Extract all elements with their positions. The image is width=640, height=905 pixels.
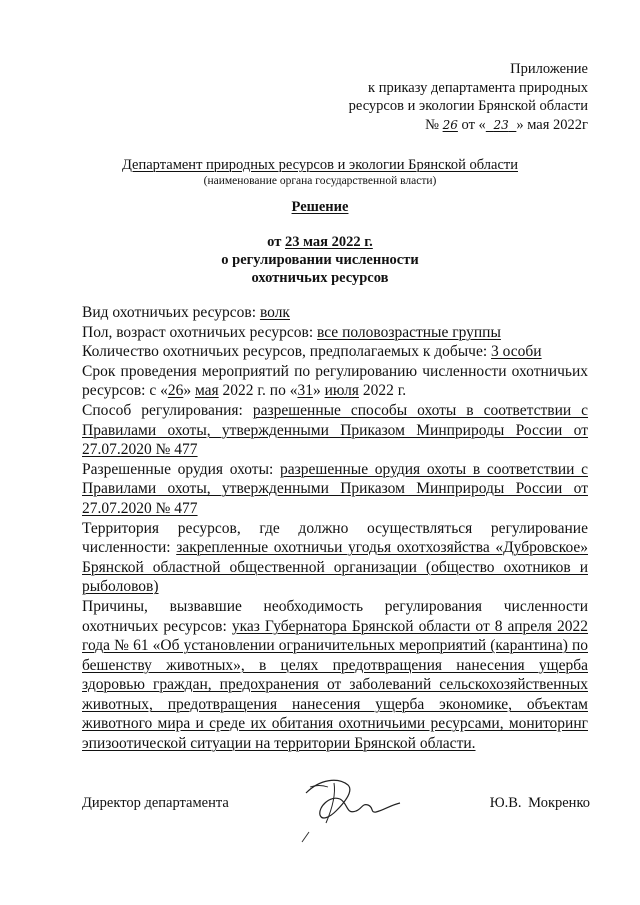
appendix-order-number (288, 116, 588, 135)
period-start-day: 26 (167, 382, 184, 400)
appendix-line-3: ресурсов и экологии Брянской области (348, 98, 588, 114)
territory-label: Территория ресурсов, где должно осуществляться регулирование численности: (82, 519, 588, 557)
field-method (82, 401, 588, 460)
reasons-value: указ Губернатора Брянской области от 8 апреля 2022 года № 61 «Об установлении ограничительных мероприятий (карантина) по бешенству животных», в целях предотвращения нанесения ущерба здоровью граждан, предохранения от заболеваний сельскохозяйственных животных, предотвращения нанесения ущерба экономике, объектам животного мира и среде их обитания охотничьими ресурсами, мониторинг эпизоотической ситуации на территории Брянской области. (82, 617, 589, 753)
field-territory (82, 519, 588, 597)
department-caption: (наименование органа государственной власти) (203, 175, 437, 187)
order-day-value: 23 (493, 117, 509, 132)
period-label: Срок проведения мероприятий по регулированию численности охотничьих ресурсов: с « (82, 362, 588, 400)
period-end-month: июля (324, 382, 359, 400)
field-sex-age (82, 323, 588, 343)
field-tools (82, 460, 588, 519)
sex-age-label: Пол, возраст охотничьих ресурсов: (82, 323, 314, 341)
document-title: Решение (291, 199, 349, 215)
handwritten-signature-icon (296, 765, 406, 845)
order-no-value: 26 (442, 117, 458, 132)
heading-date: 23 мая 2022 г. (284, 234, 373, 250)
department-block (0, 157, 640, 188)
quantity-label: Количество охотничьих ресурсов, предполагаемых к добыче: (82, 343, 488, 361)
field-reasons (82, 597, 588, 754)
appendix-line-2: к приказу департамента природных (368, 79, 588, 96)
pen-mark-icon (300, 830, 312, 844)
method-label: Способ регулирования: (82, 401, 243, 419)
reasons-label: Причины, вызвавшие необходимость регулирования численности охотничьих ресурсов: (82, 597, 588, 635)
appendix-title: Приложение (510, 61, 588, 77)
order-day-close: » (516, 116, 524, 133)
quantity-value: 3 особи (491, 343, 542, 361)
period-start-month: мая (194, 382, 219, 400)
tools-value: разрешенные орудия охоты в соответствии с Правилами охоты, утвержденными Приказом Минприроды России от 27.07.2020 № 477 (82, 460, 588, 517)
signer-position: Директор департамента (82, 795, 229, 811)
sex-age-value: все половозрастные группы (317, 323, 501, 341)
period-mid-2: 2022 г. по « (222, 382, 298, 400)
period-mid-1: » (183, 382, 192, 400)
order-no-label: № (425, 116, 439, 133)
heading-line-2: о регулировании численности (221, 252, 419, 268)
department-name: Департамент природных ресурсов и экологии Брянской области (121, 157, 518, 173)
species-value: волк (259, 304, 290, 321)
order-date-rest: мая 2022г (527, 116, 588, 133)
period-end: 2022 г. (362, 382, 407, 400)
heading-from-label: от (267, 234, 282, 250)
species-label: Вид охотничьих ресурсов: (82, 304, 257, 321)
method-value: разрешенные способы охоты в соответствии с Правилами охоты, утвержденными Приказом Минприроды России от 27.07.2020 № 477 (82, 401, 589, 459)
field-period (82, 362, 588, 401)
territory-value: закрепленные охотничьи угодья охотхозяйства «Дубровское» Брянской областной общественной организации (общество охотников и рыболовов) (82, 539, 589, 596)
document-body (82, 303, 588, 754)
field-quantity (82, 342, 588, 362)
heading-date-line (0, 233, 640, 251)
period-mid-3: » (312, 382, 321, 400)
heading-line-3: охотничьих ресурсов (251, 270, 389, 286)
signer-name: Ю.В. Мокренко (489, 795, 590, 811)
appendix-block (288, 60, 588, 134)
field-species (82, 303, 588, 323)
tools-label: Разрешенные орудия охоты: (82, 460, 274, 478)
period-end-day: 31 (297, 382, 313, 400)
document-heading (0, 233, 640, 287)
order-from-label: от (461, 116, 475, 133)
order-day-open: « (478, 116, 486, 133)
